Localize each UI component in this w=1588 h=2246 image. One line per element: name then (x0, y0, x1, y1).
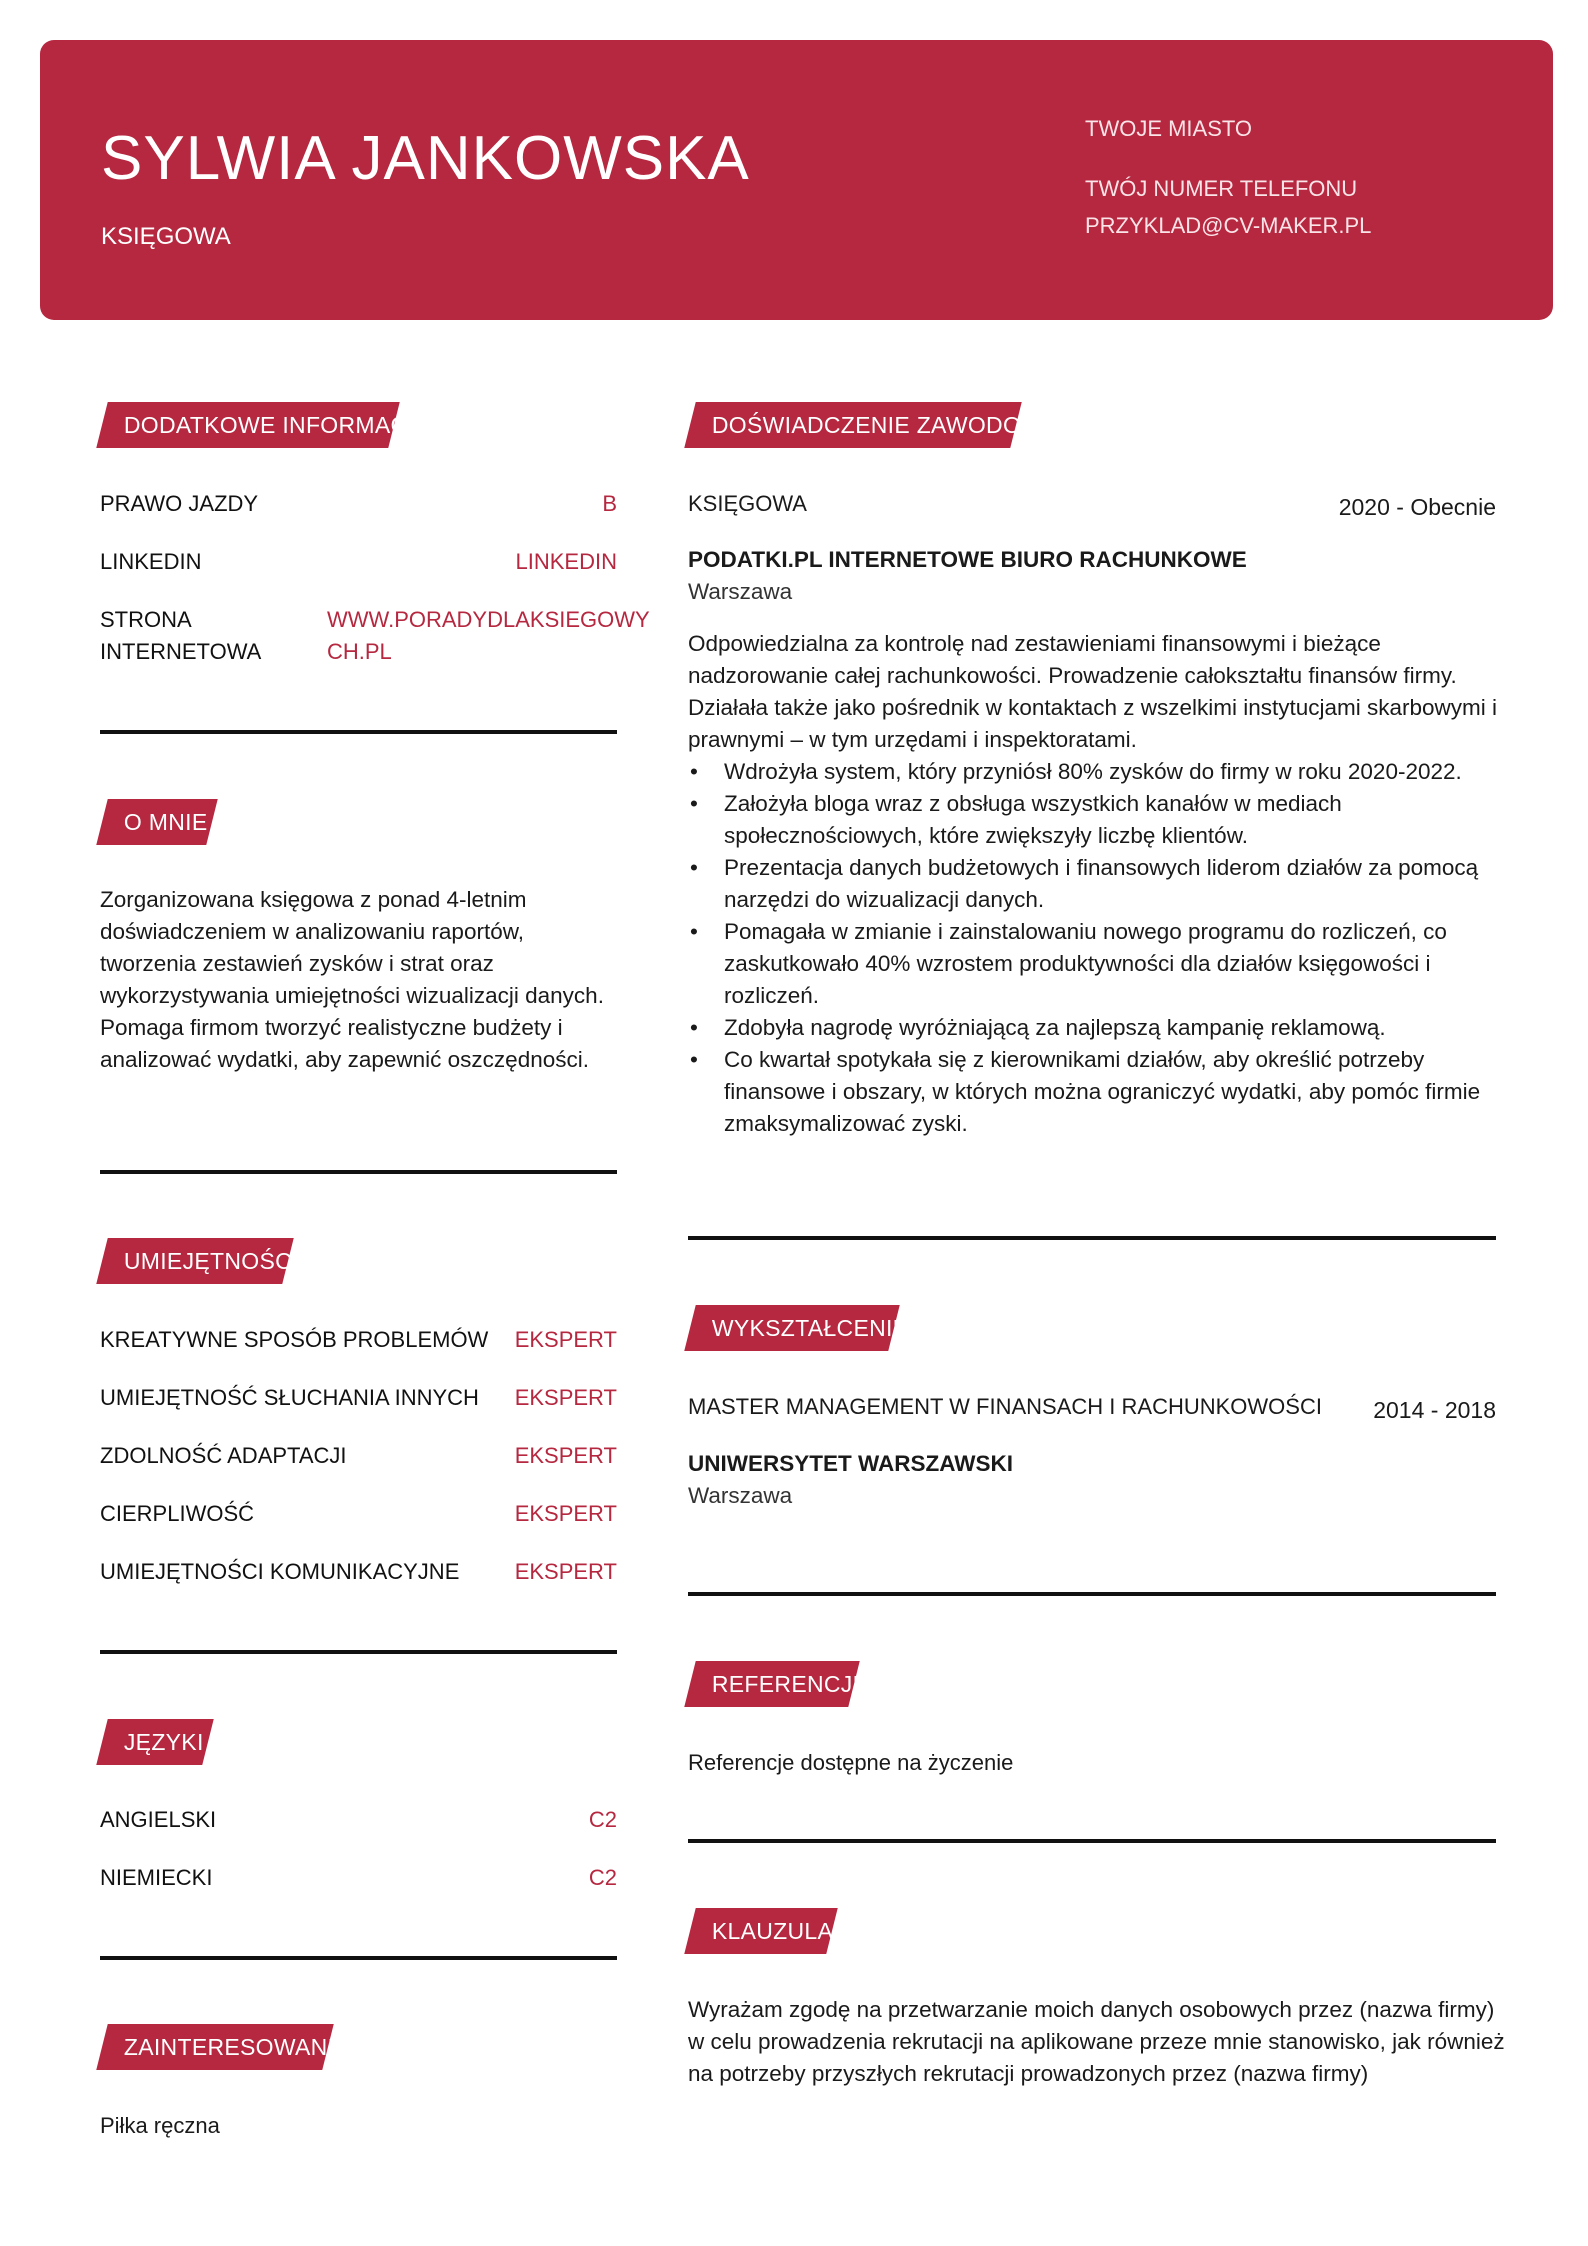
divider (688, 1236, 1496, 1240)
education-dates: 2014 - 2018 (1373, 1397, 1496, 1423)
job-location: Warszawa (688, 579, 793, 604)
achievement-item: • Prezentacja danych budżetowych i finansowych liderom działów za pomocą narzędzi do wizualizacji danych. (688, 852, 1488, 916)
skill-level: EKSPERT (514, 1559, 617, 1584)
language-name: ANGIELSKI (100, 1807, 217, 1832)
skill-name: KREATYWNE SPOSÓB PROBLEMÓW (100, 1327, 489, 1352)
section-badge-interests (96, 2024, 350, 2070)
job-company: PODATKI.PL INTERNETOWE BIURO RACHUNKOWE (688, 547, 1247, 572)
header-banner (40, 40, 1553, 320)
achievement-item: • Zdobyła nagrodę wyróżniającą za najlepszą kampanię reklamową. (688, 1012, 1488, 1044)
section-badge-experience (684, 402, 1059, 448)
section-title-additional: DODATKOWE INFORMACJE (124, 411, 435, 438)
divider (100, 730, 617, 734)
job-position: KSIĘGOWA (688, 491, 807, 516)
education-school: UNIWERSYTET WARSZAWSKI (688, 1451, 1013, 1476)
section-badge-about (96, 799, 217, 845)
job-description: Odpowiedzialna za kontrolę nad zestawieniami finansowymi i bieżące nadzorowanie całej rachunkowości. Prowadzenie całokształtu finansów firmy. Działała także jako pośrednik w kontaktach z wszelkimi instytucjami skarbowymi i prawnymi – w tym urzędami i inspektoratami. (688, 631, 1498, 752)
divider (100, 1170, 617, 1174)
skill-level: EKSPERT (514, 1327, 617, 1352)
divider (688, 1592, 1496, 1596)
achievement-item: • Pomagała w zmianie i zainstalowaniu nowego programu do rozliczeń, co zaskutkowało 40% wzrostem produktywności dla działów księgowości i rozliczeń. (688, 916, 1488, 1012)
info-label-line1: STRONA (100, 607, 192, 632)
divider (100, 1956, 617, 1960)
section-title-clause: KLAUZULA (712, 1917, 834, 1944)
section-title-languages: JĘZYKI (124, 1728, 204, 1755)
skill-name: ZDOLNOŚĆ ADAPTACJI (100, 1443, 347, 1468)
skill-name: CIERPLIWOŚĆ (100, 1501, 255, 1526)
language-name: NIEMIECKI (100, 1865, 213, 1890)
contact-phone: TWÓJ NUMER TELEFONU (1085, 176, 1358, 201)
contact-email[interactable]: PRZYKLAD@CV-MAKER.PL (1085, 213, 1372, 238)
section-title-references: REFERENCJE (712, 1670, 869, 1697)
section-title-education: WYKSZTAŁCENIE (712, 1314, 909, 1341)
job-achievements (688, 756, 1488, 1140)
info-label: LINKEDIN (100, 549, 202, 574)
divider (100, 1650, 617, 1654)
interests-text: Piłka ręczna (100, 2113, 220, 2138)
section-title-about: O MNIE (124, 808, 208, 835)
job-dates: 2020 - Obecnie (1338, 494, 1496, 520)
section-title-experience: DOŚWIADCZENIE ZAWODOWE (712, 411, 1059, 438)
references-text: Referencje dostępne na życzenie (688, 1750, 1014, 1775)
skill-name: UMIEJĘTNOŚCI KOMUNIKACYJNE (100, 1559, 460, 1584)
section-badge-clause (684, 1908, 837, 1954)
skill-level: EKSPERT (514, 1385, 617, 1410)
candidate-name: SYLWIA JANKOWSKA (101, 124, 750, 193)
achievement-item: • Co kwartał spotykała się z kierownikami działów, aby określić potrzeby finansowe i obszary, w których można ograniczyć wydatki, aby pomóc firmie zmaksymalizować zyski. (688, 1044, 1488, 1140)
section-badge-additional (96, 402, 435, 448)
section-title-skills: UMIEJĘTNOŚCI (124, 1247, 299, 1274)
info-row-website (100, 604, 650, 668)
language-level: C2 (588, 1865, 617, 1890)
skill-name: UMIEJĘTNOŚĆ SŁUCHANIA INNYCH (100, 1385, 479, 1410)
linkedin-link[interactable]: LINKEDIN (515, 549, 617, 574)
clause-text: Wyrażam zgodę na przetwarzanie moich danych osobowych przez (nazwa firmy) w celu prowadzenia rekrutacji na aplikowane przeze mnie stanowisko, jak również na potrzeby przyszłych rekrutacji prowadzonych przez (nazwa firmy) (688, 1997, 1505, 2086)
achievement-item: • Założyła bloga wraz z obsługa wszystkich kanałów w mediach społecznościowych, które zwiększyły liczbę klientów. (688, 788, 1488, 852)
skill-level: EKSPERT (514, 1443, 617, 1468)
section-badge-languages (96, 1719, 213, 1765)
info-label-line2: INTERNETOWA (100, 639, 262, 664)
section-title-interests: ZAINTERESOWANIA (124, 2033, 350, 2060)
language-level: C2 (588, 1807, 617, 1832)
website-link-line1[interactable]: WWW.PORADYDLAKSIEGOWY (327, 607, 650, 632)
candidate-role: KSIĘGOWA (101, 223, 231, 250)
section-badge-skills (96, 1238, 299, 1284)
divider (688, 1839, 1496, 1843)
contact-city: TWOJE MIASTO (1085, 116, 1253, 141)
info-value: B (602, 491, 617, 516)
section-badge-education (684, 1305, 909, 1351)
section-badge-references (684, 1661, 869, 1707)
achievement-item: • Wdrożyła system, który przyniósł 80% zysków do firmy w roku 2020-2022. (688, 756, 1488, 788)
about-text: Zorganizowana księgowa z ponad 4-letnim doświadczeniem w analizowaniu raportów, tworzenia zestawień zysków i strat oraz wykorzystywania umiejętności wizualizacji danych. Pomaga firmom tworzyć realistyczne budżety i analizować wydatki, aby zapewnić oszczędności. (100, 887, 604, 1072)
education-location: Warszawa (688, 1483, 793, 1508)
education-degree: MASTER MANAGEMENT W FINANSACH I RACHUNKOWOŚCI (688, 1394, 1322, 1419)
website-link-line2[interactable]: CH.PL (327, 639, 392, 664)
info-label: PRAWO JAZDY (100, 491, 259, 516)
skill-level: EKSPERT (514, 1501, 617, 1526)
